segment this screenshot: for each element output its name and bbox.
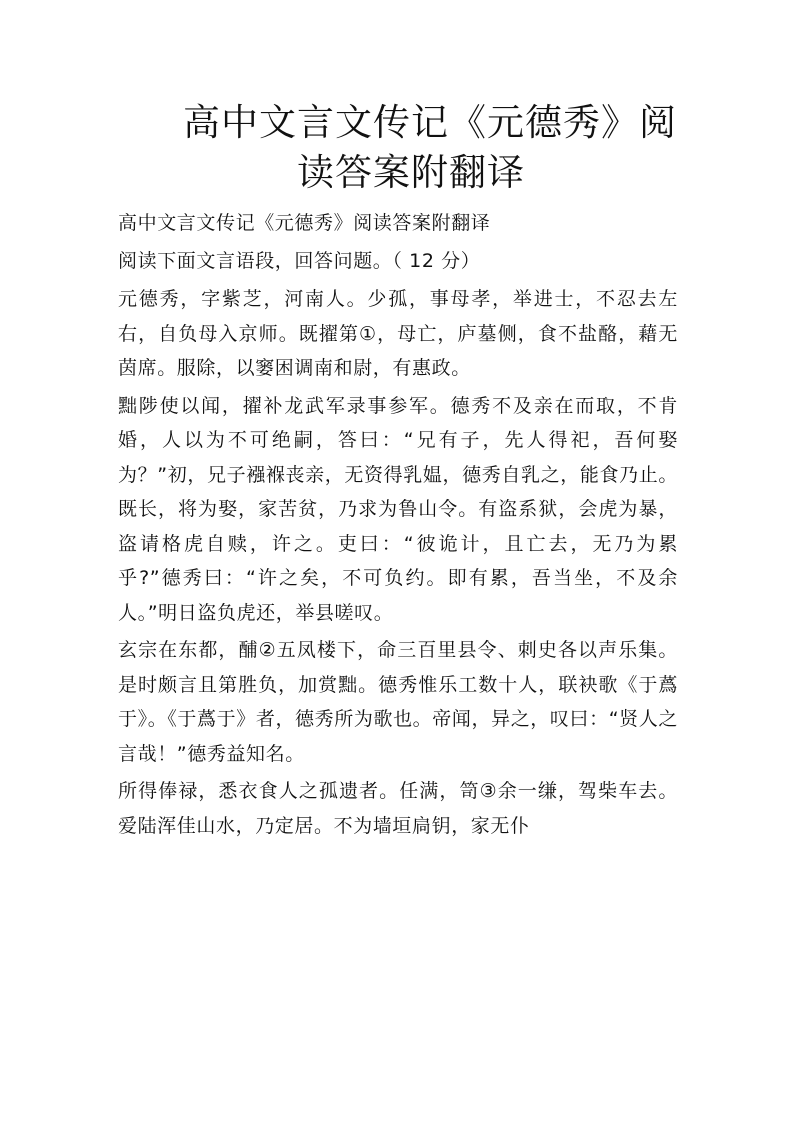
document-subtitle: 高中文言文传记《元德秀》阅读答案附翻译 <box>118 212 491 234</box>
document-body <box>118 206 678 846</box>
passage-paragraph-2: 黜陟使以闻，擢补龙武军录事参军。德秀不及亲在而取，不肯婚，人以为不可绝嗣，答曰：“兄有子，先人得祀，吾何娶为？”初，兄子襁褓丧亲，无资得乳媪，德秀自乳之，能食乃止。既长，将为娶，家苦贫，乃求为鲁山令。有盗系狱，会虎为暴，盗请格虎自赎，许之。吏曰：“彼诡计，且亡去，无乃为累乎?”德秀曰：“许之矣，不可负约。即有累，吾当坐，不及余人。”明日盗负虎还，举县嗟叹。 <box>118 394 678 624</box>
reading-instruction: 阅读下面文言语段，回答问题。（ 12 分） <box>118 250 481 272</box>
document-title <box>150 98 710 198</box>
document-title-line-1: 高中文言文传记《元德秀》阅 <box>183 101 677 144</box>
passage-paragraph-4: 所得俸禄，悉衣食人之孤遗者。任满，笥③余一缣，驾柴车去。爱陆浑佳山水，乃定居。不为墙垣扃钥，家无仆 <box>118 780 678 837</box>
passage-paragraph-3: 玄宗在东都，酺②五凤楼下，命三百里县令、刺史各以声乐集。是时颇言且第胜负，加赏黜。德秀惟乐工数十人，联袂歌《于蔿于》。《于蔿于》者，德秀所为歌也。帝闻，异之，叹曰：“贤人之言哉！”德秀益知名。 <box>118 639 678 765</box>
passage-paragraph-1: 元德秀，字紫芝，河南人。少孤，事母孝，举进士，不忍去左右，自负母入京师。既擢第①，母亡，庐墓侧，食不盐酪，藉无茵席。服除，以窭困调南和尉，有惠政。 <box>118 288 678 379</box>
document-title-line-2: 读答案附翻译 <box>297 151 525 194</box>
